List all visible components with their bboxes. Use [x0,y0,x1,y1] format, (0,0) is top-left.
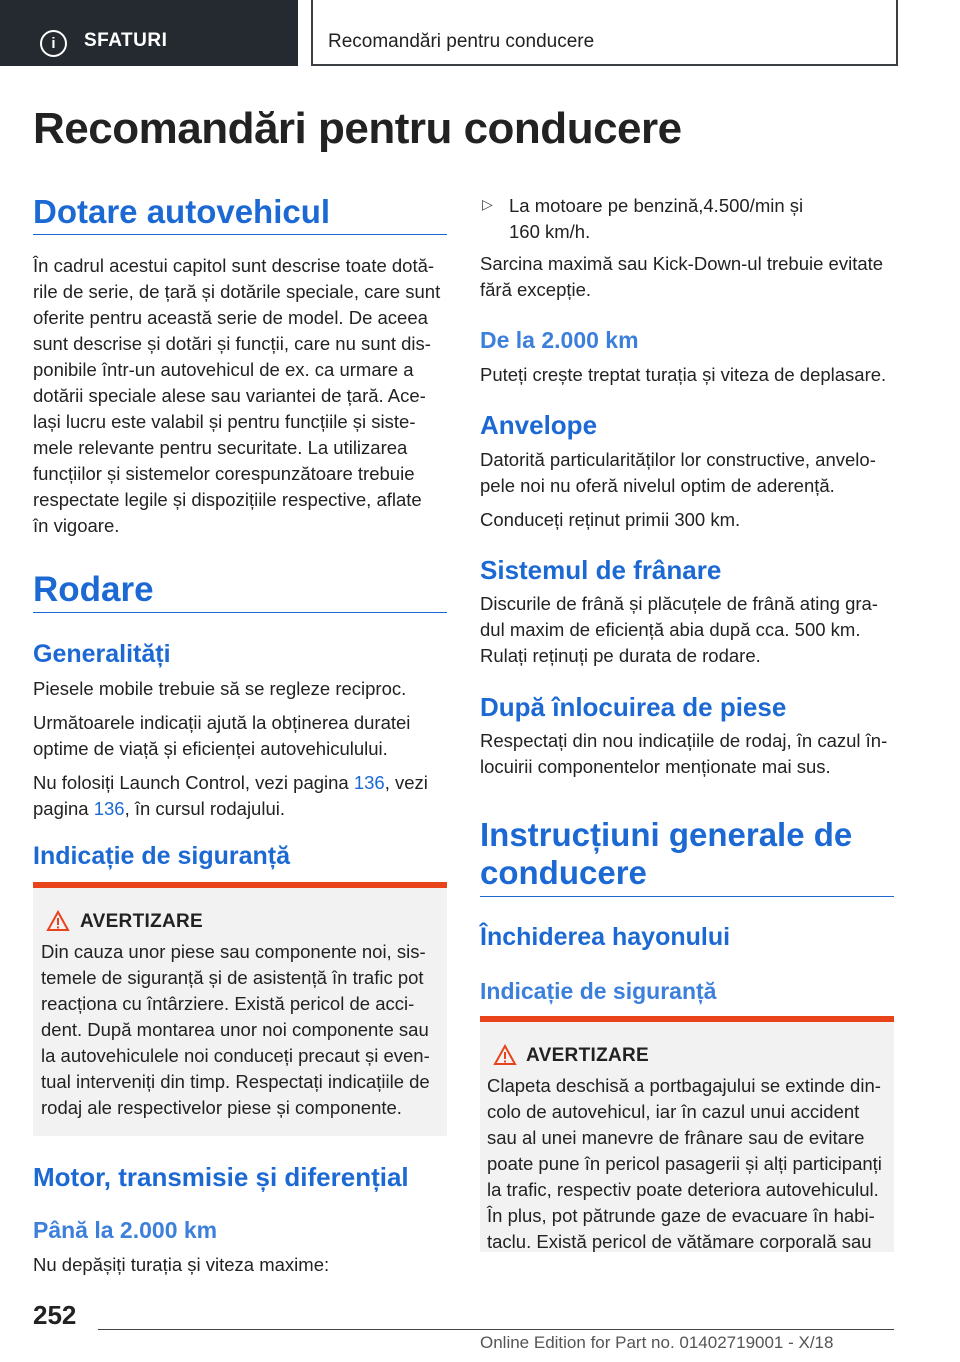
text-line: sunt descrise și dotări și funcții, care nu sunt dis- [33,333,431,354]
text-line: Următoarele indicații ajută la obținerea duratei [33,712,411,733]
heading-hayon: Închiderea hayonului [480,923,731,951]
text-line: tual interveniți din timp. Respectați indicațiile de [41,1071,430,1092]
text-line: pele noi nu oferă nivelul optim de aderență. [480,475,835,496]
dotare-paragraph [33,253,453,539]
text-line: 160 km/h. [509,221,591,242]
text-line: Respectați din nou indicațiile de rodaj, în cazul în- [480,730,888,751]
generalitati-text [33,676,453,822]
section-tab [0,0,298,66]
text-line: Discurile de frână și plăcuțele de frână ating gra- [480,593,878,614]
text-line: Din cauza unor piese sau componente noi, sis- [41,941,426,962]
warning-title: AVERTIZARE [526,1045,649,1066]
text-line: dent. După montarea unor noi componente sau [41,1019,429,1040]
text-line: dul maxim de eficiență abia după cca. 500 km. [480,619,861,640]
heading-dela: De la 2.000 km [480,327,639,353]
text-line: Piesele mobile trebuie să se regleze reciproc. [33,678,407,699]
text-fragment: , în cursul rodajului. [124,798,285,819]
page-link[interactable]: 136 [93,798,125,819]
text-line: taclu. Există pericol de vătămare corporală sau [487,1231,872,1252]
warning-bar [33,882,447,888]
chapter-tab [311,0,898,66]
text-line: rile de serie, de țară și dotările speciale, care sunt [33,281,441,302]
bullet-triangle-icon: ▷ [482,196,493,212]
heading-pana: Până la 2.000 km [33,1217,218,1243]
text-line: dotării speciale alese sau variantei de țară. Ace- [33,385,426,406]
text-line [33,796,453,822]
heading-dupa: După înlocuirea de piese [480,692,787,722]
dela-text: Puteți crește treptat turația și viteza de deplasare. [480,364,887,385]
text-line: locuirii componentelor menționate mai sus. [480,756,831,777]
warning-bar [480,1016,894,1022]
text-line: temele de siguranță și de asistență în trafic pot [41,967,424,988]
text-line: rodaj ale respectivelor piese și componente. [41,1097,402,1118]
text-line: Clapeta deschisă a portbagajului se extinde din- [487,1075,881,1096]
text-line: mele relevante pentru securitate. La utilizarea [33,437,408,458]
text-line: în vigoare. [33,515,120,536]
sarcina-paragraph [480,251,900,303]
warning-text [41,939,451,1121]
heading-line: Instrucțiuni generale de [480,816,853,853]
text-fragment: , vezi [384,772,428,793]
anvelope-text [480,447,900,533]
text-line: funcțiilor și sistemelor corespunzătoare trebuie [33,463,415,484]
warning-text [487,1073,897,1255]
text-line: reacționa cu întârziere. Există pericol de acci- [41,993,415,1014]
heading-generalitati: Generalități [33,640,171,668]
text-line: respectate legile și dispozițiile respective, aflate [33,489,422,510]
warning-triangle-icon [493,1044,517,1066]
text-line: la trafic, respectiv poate deteriora autovehiculul. [487,1179,879,1200]
text-line: Datorită particularităților lor constructive, anvelo- [480,449,876,470]
heading-rodare: Rodare [33,570,447,613]
pana-text: Nu depășiți turația și viteza maxime: [33,1254,330,1275]
frana-text [480,591,900,669]
text-line: Sarcina maximă sau Kick-Down-ul trebuie evitate [480,253,884,274]
heading-line: conducere [480,854,647,891]
text-line: Conduceți reținut primii 300 km. [480,509,741,530]
text-line: În plus, pot pătrunde gaze de evacuare în habi- [487,1205,875,1226]
text-line [33,770,453,796]
warning-triangle-icon [46,910,70,932]
info-icon: i [40,30,67,57]
text-line: colo de autovehicul, iar în cazul unui accident [487,1101,860,1122]
heading-dotare: Dotare autovehicul [33,193,447,235]
bullet-item [480,193,900,245]
page-title: Recomandări pentru conducere [33,104,682,153]
text-fragment: pagina [33,798,94,819]
text-line: oferite pentru această serie de model. De aceea [33,307,428,328]
warning-box [480,1016,894,1252]
text-line: optime de viață și eficienței autovehiculului. [33,738,388,759]
warning-title: AVERTIZARE [80,911,203,932]
chapter-label: Recomandări pentru conducere [328,31,595,52]
section-label: SFATURI [84,30,168,51]
text-line: lași lucru este valabil și pentru funcțiile și siste- [33,411,416,432]
heading-indicatie-2: Indicație de siguranță [480,978,717,1004]
text-line: la autovehiculele noi conduceți precaut și even- [41,1045,430,1066]
text-line: La motoare pe benzină,4.500/min și [509,195,804,216]
edition-text: Online Edition for Part no. 01402719001 - X/18 [480,1333,834,1352]
text-line: fără excepție. [480,279,592,300]
text-line: poate pune în pericol pasagerii și alți participanți [487,1153,882,1174]
heading-frana: Sistemul de frânare [480,555,722,585]
text-line: sau al unei manevre de frânare sau de evitare [487,1127,865,1148]
dupa-text [480,728,900,780]
page-header [0,0,960,66]
text-line: ponibile într-un autovehicul de ex. ca urmare a [33,359,414,380]
heading-motor: Motor, transmisie și diferențial [33,1162,409,1192]
text-fragment: Nu folosiți Launch Control, vezi pagina [33,772,354,793]
heading-indicatie: Indicație de siguranță [33,842,291,870]
text-line: În cadrul acestui capitol sunt descrise toate dotă- [33,255,435,276]
warning-box [33,882,447,1136]
page-link[interactable]: 136 [353,772,385,793]
heading-anvelope: Anvelope [480,410,598,440]
footer-divider [98,1329,894,1330]
heading-instructiuni [480,816,894,897]
text-line: Rulați reținuți pe durata de rodare. [480,645,761,666]
page-number: 252 [33,1300,77,1330]
